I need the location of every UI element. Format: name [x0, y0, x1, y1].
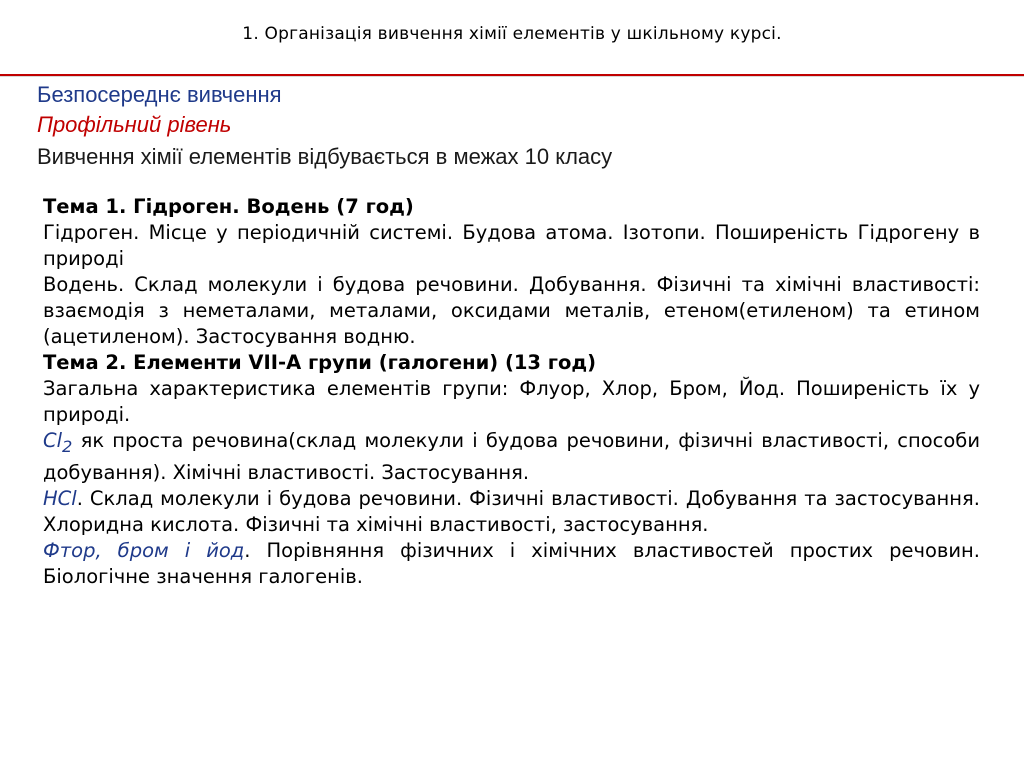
section-header	[37, 80, 997, 174]
topic-1-paragraph-water: Водень. Склад молекули і будова речовини. Добування. Фізичні та хімічні властивості: взаємодія з неметалами, металами, оксидами металів, етеном(етиленом) та етином (ацетиленом). Застосування водню.	[43, 273, 980, 348]
cl2-formula-base: Cl	[43, 429, 63, 452]
slide-title: 1. Організація вивчення хімії елементів у шкільному курсі.	[242, 24, 782, 44]
title-divider	[0, 74, 1024, 77]
hcl-formula: HCl	[43, 486, 77, 510]
halogens-description: . Порівняння фізичних і хімічних властивостей простих речовин. Біологічне значення галогенів.	[43, 538, 981, 588]
topic-2-paragraph-chlorine	[43, 428, 980, 486]
section-heading-profile-level: Профільний рівень	[37, 112, 232, 137]
topic-2-paragraph-hcl	[43, 486, 980, 538]
topic-2-title: Тема 2. Елементи VII-А групи (галогени) (13 год)	[43, 351, 597, 374]
topic-1-paragraph-hydrogen: Гідроген. Місце у періодичній системі. Будова атома. Ізотопи. Поширеність Гідрогену в природі	[43, 221, 980, 270]
curriculum-content	[43, 194, 980, 590]
section-heading-direct-study: Безпосереднє вивчення	[37, 82, 282, 107]
hcl-description: . Склад молекули і будова речовини. Фізичні властивості. Добування та застосування. Хлоридна кислота. Фізичні та хімічні властивості, застосування.	[43, 486, 980, 536]
divider-grey-line	[0, 76, 1024, 77]
halogens-label: Фтор, бром і йод	[43, 538, 245, 562]
cl2-description: як проста речовина(склад молекули і будова речовини, фізичні властивості, способи добування). Хімічні властивості. Застосування.	[43, 429, 980, 484]
topic-2-paragraph-overview: Загальна характеристика елементів групи: Флуор, Хлор, Бром, Йод. Поширеність їх у природі.	[43, 377, 980, 426]
topic-1-title: Тема 1. Гідроген. Водень (7 год)	[43, 195, 414, 218]
cl2-formula	[43, 429, 73, 456]
cl2-formula-subscript: 2	[62, 436, 73, 456]
topic-2-paragraph-halogens	[43, 538, 980, 590]
section-heading-grade-scope: Вивчення хімії елементів відбувається в межах 10 класу	[37, 144, 613, 169]
